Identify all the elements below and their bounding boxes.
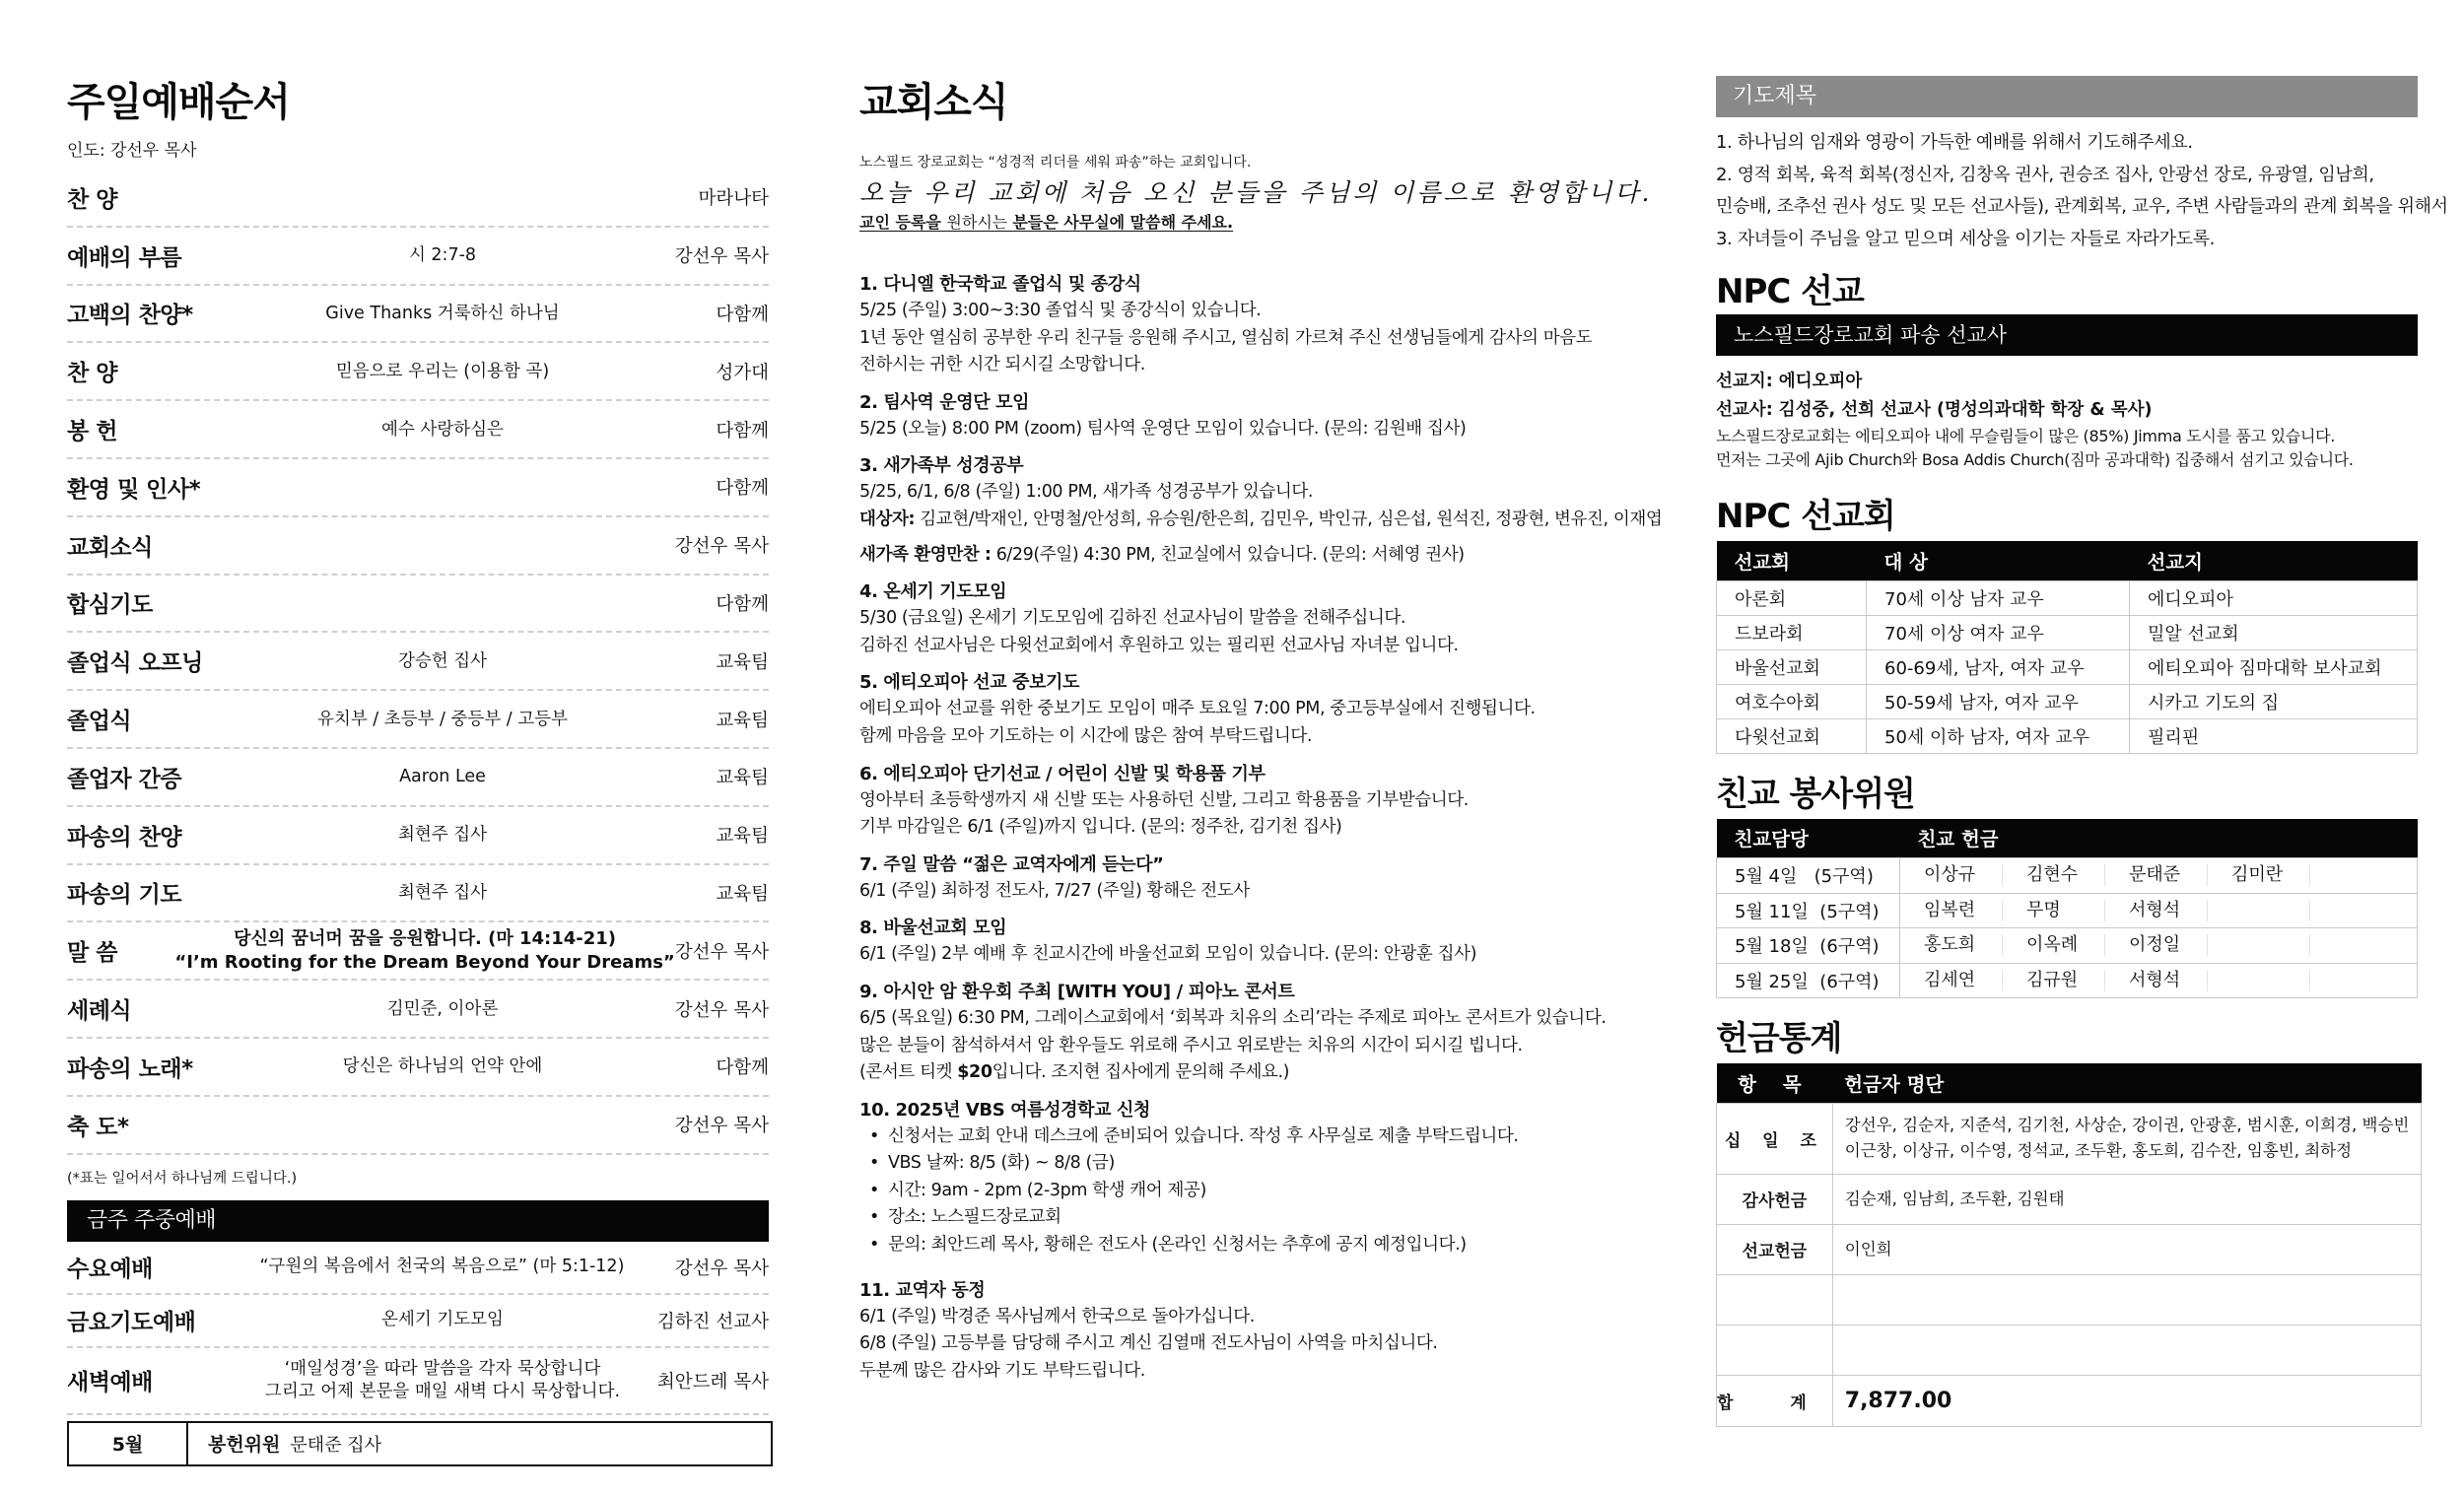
order-content: Give Thanks 거룩하신 하나님 <box>325 303 560 323</box>
mission-field: 선교지: 에디오피아 <box>1716 372 1863 391</box>
order-by: 다함께 <box>716 304 769 325</box>
offering-committee <box>188 1423 381 1464</box>
mission-groups-title: NPC 선교회 <box>1716 497 1895 536</box>
order-label: 찬 양 <box>67 186 117 213</box>
table-row <box>1717 580 2418 615</box>
col-header: 선교회 <box>1717 541 1867 580</box>
standing-footnote: (*표는 일어서서 하나님께 드립니다.) <box>67 1170 298 1187</box>
order-row <box>67 633 769 691</box>
news-item-line: 6/1 (주일) 최하정 전도사, 7/27 (주일) 황해은 전도사 <box>859 880 1250 901</box>
prayer-item: 3. 자녀들이 주님을 알고 믿으며 세상을 이기는 자들로 자라가도록. <box>1716 228 2215 249</box>
news-item-line: 1년 동안 열심히 공부한 우리 친구들 응원해 주시고, 열심히 가르쳐 주신 선생님들에게 감사의 마음도 <box>859 327 1593 348</box>
dawn-line-1: ‘매일성경’을 따라 말씀을 각자 묵상합니다 <box>284 1358 601 1379</box>
order-row <box>67 343 769 401</box>
news-item-title: 11. 교역자 동정 <box>859 1279 986 1301</box>
col-header: 대 상 <box>1867 541 2130 580</box>
cell: 다윗선교회 <box>1717 718 1867 753</box>
offering-item <box>1717 1325 1833 1375</box>
news-item <box>859 979 1668 1087</box>
cell: 70세 이상 여자 교우 <box>1867 615 2130 649</box>
name <box>2208 970 2310 991</box>
col-header: 선교지 <box>2130 541 2418 580</box>
weekday-label: 수요예배 <box>67 1257 153 1283</box>
order-by: 마라나타 <box>698 188 769 210</box>
cell: 여호수아회 <box>1717 684 1867 718</box>
ticket-text: 입니다. 조지현 집사에게 문의해 주세요.) <box>992 1062 1290 1083</box>
name: 임복련 <box>1900 900 2003 921</box>
right-column <box>1716 76 2448 1427</box>
order-by: 다함께 <box>716 593 769 615</box>
weekday-content <box>264 1358 621 1403</box>
order-by: 다함께 <box>716 1057 769 1079</box>
order-by: 강선우 목사 <box>674 1116 769 1137</box>
col-header: 친교 헌금 <box>1900 819 2418 858</box>
order-label: 말 씀 <box>67 940 117 967</box>
table-row <box>1717 649 2418 684</box>
news-item-line: 많은 분들이 참석하셔서 암 환우들도 위로해 주시고 위로받는 치유의 시간이 되시길 빕니다. <box>859 1035 1523 1055</box>
sermon-title-english: “I’m Rooting for the Dream Beyond Your Dreams” <box>174 951 675 973</box>
order-label: 파송의 기도 <box>67 882 182 909</box>
order-row <box>67 517 769 576</box>
order-by: 교육팀 <box>716 826 769 848</box>
news-item-title: 8. 바울선교회 모임 <box>859 918 1007 939</box>
offering-names <box>1832 1103 2422 1174</box>
news-item-line: 영아부터 초등학생까지 새 신발 또는 사용하던 신발, 그리고 학용품을 기부받습니다. <box>859 789 1469 810</box>
registration-notice <box>859 212 1668 234</box>
weekday-row <box>67 1295 769 1348</box>
order-content: 유치부 / 초등부 / 중등부 / 고등부 <box>317 709 568 729</box>
worship-title: 주일예배순서 <box>67 80 290 125</box>
order-by: 교육팀 <box>716 710 769 731</box>
offering-names <box>1832 1274 2422 1325</box>
mission-title: NPC 선교 <box>1716 272 1864 311</box>
order-label: 세례식 <box>67 998 132 1025</box>
sermon-title-korean: 당신의 꿈너머 꿈을 응원합니다. (마 14:14-21) <box>234 927 617 949</box>
welcome-dinner-label: 새가족 환영만찬 : <box>859 544 992 565</box>
cell: 드보라회 <box>1717 615 1867 649</box>
order-by: 교육팀 <box>716 883 769 905</box>
news-item-target <box>859 507 1668 534</box>
fellowship-names <box>1900 928 2418 964</box>
cell: 아론회 <box>1717 580 1867 615</box>
order-content: 믿음으로 우리는 (이용함 곡) <box>335 361 550 381</box>
fellowship-title: 친교 봉사위원 <box>1716 774 1915 814</box>
news-item-line: 6/5 (목요일) 6:30 PM, 그레이스교회에서 ‘회복과 치유의 소리’라는 주제로 피아노 콘서트가 있습니다. <box>859 1007 1607 1028</box>
news-item <box>859 915 1668 969</box>
names-line: 강선우, 김순자, 지준석, 김기천, 사상순, 강이권, 안광훈, 범시훈, 이희경, 백승빈 <box>1844 1116 2410 1134</box>
fellowship-date: 5월 11일 (5구역) <box>1717 893 1900 928</box>
order-row-sermon <box>67 922 769 981</box>
order-label: 졸업식 <box>67 709 132 735</box>
offering-item: 감사헌금 <box>1717 1174 1833 1224</box>
fellowship-names <box>1900 858 2418 894</box>
registration-notice-part: 원하시는 <box>946 213 1013 232</box>
news-item-line: 6/1 (주일) 2부 예배 후 친교시간에 바울선교회 모임이 있습니다. (문의: 안광훈 집사) <box>859 944 1477 965</box>
names-line: 이근창, 이상규, 이수영, 정석교, 조두환, 홍도희, 김수잔, 임홍빈, 최하정 <box>1844 1141 2353 1160</box>
registration-notice-part: 분들은 사무실에 말씀해 주세요. <box>1012 213 1234 232</box>
order-content: 시 2:7-8 <box>408 245 477 266</box>
news-item-line: 함께 마음을 모아 기도하는 이 시간에 많은 참여 부탁드립니다. <box>859 725 1313 746</box>
sermon-title <box>174 927 674 975</box>
name: 서형석 <box>2105 900 2208 921</box>
order-label: 봉 헌 <box>67 419 117 445</box>
news-item-title: 1. 다니엘 한국학교 졸업식 및 종강식 <box>859 274 1141 295</box>
worship-order-list <box>67 170 769 1155</box>
weekday-content: 온세기 기도모임 <box>381 1310 504 1330</box>
name: 김세연 <box>1900 970 2003 991</box>
target-names: 김교현/박재인, 안명철/안성희, 유승원/한은희, 김민우, 박인규, 심은섭, 원석진, 정광현, 변유진, 이재엽 <box>915 509 1663 529</box>
order-label: 교회소식 <box>67 534 153 561</box>
news-item <box>859 669 1668 750</box>
order-label: 축 도* <box>67 1114 129 1140</box>
offering-item: 선교헌금 <box>1717 1224 1833 1274</box>
news-list <box>859 271 1668 1385</box>
news-bullet: • 시간: 9am - 2pm (2-3pm 학생 캐어 제공) <box>859 1178 1668 1205</box>
offering-names <box>1832 1325 2422 1375</box>
col-header: 헌금자 명단 <box>1832 1063 2422 1103</box>
order-by: 다함께 <box>716 478 769 500</box>
offering-month: 5월 <box>69 1423 188 1464</box>
news-bullet: • 문의: 최안드레 목사, 황해은 전도사 (온라인 신청서는 추후에 공지 예정입니다.) <box>859 1232 1668 1259</box>
news-item-title: 10. 2025년 VBS 여름성경학교 신청 <box>859 1099 1150 1121</box>
table-row <box>1717 928 2418 964</box>
weekday-services-header: 금주 주중예배 <box>67 1200 769 1242</box>
order-content: 최현주 집사 <box>397 882 488 903</box>
weekday-by: 강선우 목사 <box>674 1258 769 1279</box>
church-news-column <box>859 77 1668 1394</box>
news-item-line: 6/1 (주일) 박경준 목사님께서 한국으로 돌아가십니다. <box>859 1306 1255 1326</box>
order-label: 졸업자 간증 <box>67 766 182 792</box>
news-item-title: 6. 에티오피아 단기선교 / 어린이 신발 및 학용품 기부 <box>859 763 1266 784</box>
registration-notice-part: 교인 등록을 <box>859 213 947 232</box>
total-row <box>1717 1375 2422 1426</box>
table-row <box>1717 684 2418 718</box>
order-row <box>67 228 769 286</box>
table-row <box>1717 1224 2422 1274</box>
table-row <box>1717 963 2418 998</box>
order-by: 강선우 목사 <box>674 536 769 558</box>
name: 문태준 <box>2105 864 2208 886</box>
news-item-title: 5. 에티오피아 선교 중보기도 <box>859 672 1080 694</box>
order-row <box>67 170 769 228</box>
weekday-services-list <box>67 1242 769 1415</box>
news-item-title: 9. 아시안 암 환우회 주최 [WITH YOU] / 피아노 콘서트 <box>859 981 1295 1002</box>
order-by: 다함께 <box>716 420 769 442</box>
order-label: 찬 양 <box>67 361 117 387</box>
order-label: 환영 및 인사* <box>67 476 201 503</box>
table-row <box>1717 1325 2422 1375</box>
prayer-header: 기도제목 <box>1716 76 2418 117</box>
welcome-dinner-text: 6/29(주일) 4:30 PM, 친교실에서 있습니다. (문의: 서혜영 권사) <box>991 544 1465 565</box>
news-item-line: 5/25 (주일) 3:00~3:30 졸업식 및 종강식이 있습니다. <box>859 301 1262 320</box>
order-row <box>67 807 769 865</box>
name: 서형석 <box>2105 970 2208 991</box>
order-row <box>67 865 769 923</box>
offering-stats-table <box>1716 1063 2422 1427</box>
cell: 밀알 선교회 <box>2130 615 2418 649</box>
ticket-text: (콘서트 티켓 <box>859 1062 958 1083</box>
missionary-names: 선교사: 김성중, 선희 선교사 (명성의과대학 학장 & 목사) <box>1716 400 2153 420</box>
name: 김현수 <box>2003 864 2105 886</box>
order-content: 당신은 하나님의 언약 안에 <box>342 1056 543 1077</box>
order-by: 성가대 <box>716 362 769 383</box>
name: 이옥례 <box>2003 934 2105 956</box>
order-label: 고백의 찬양* <box>67 303 193 329</box>
cell: 시카고 기도의 집 <box>2130 684 2418 718</box>
cell: 필리핀 <box>2130 718 2418 753</box>
news-item-line: 5/25, 6/1, 6/8 (주일) 1:00 PM, 새가족 성경공부가 있습니다. <box>859 482 1314 503</box>
order-content: 최현주 집사 <box>397 825 488 846</box>
order-by: 강선우 목사 <box>674 246 769 268</box>
col-header: 친교담당 <box>1717 819 1900 858</box>
name: 김미란 <box>2208 864 2310 886</box>
missionary-band: 노스필드장로교회 파송 선교사 <box>1716 314 2418 356</box>
table-row <box>1717 858 2418 894</box>
name: 김규원 <box>2003 970 2105 991</box>
col-header: 항 목 <box>1717 1063 1833 1103</box>
prayer-item: 민승배, 조추선 권사 성도 및 모든 선교사들), 관계회복, 교우, 주변 사람들과의 관계 회복을 위해서 <box>1716 196 2448 217</box>
prayer-item: 2. 영적 회복, 육적 회복(정신자, 김창옥 권사, 권승조 집사, 안광선 장로, 유광열, 임남희, <box>1716 164 2374 185</box>
news-item <box>859 851 1668 906</box>
order-row <box>67 401 769 459</box>
prayer-list <box>1716 127 2448 255</box>
mission-info <box>1716 368 2418 472</box>
news-item <box>859 1097 1668 1259</box>
offering-names: 김순재, 임남희, 조두환, 김원태 <box>1832 1174 2422 1224</box>
order-label: 합심기도 <box>67 592 153 619</box>
news-item-title: 4. 온세기 기도모임 <box>859 581 1007 603</box>
order-row <box>67 1097 769 1155</box>
order-content: Aaron Lee <box>399 767 486 787</box>
table-row <box>1717 718 2418 753</box>
news-item-title: 3. 새가족부 성경공부 <box>859 455 1024 477</box>
news-item-line: 6/8 (주일) 고등부를 담당해 주시고 계신 김열매 전도사님이 사역을 마치십니다. <box>859 1333 1438 1354</box>
weekday-by: 김하진 선교사 <box>656 1311 769 1332</box>
news-item-welcome-dinner <box>859 542 1668 570</box>
news-item-line: 김하진 선교사님은 다윗선교회에서 후원하고 있는 필리핀 선교사님 자녀분 입니다. <box>859 635 1459 655</box>
news-item-line: 기부 마감일은 6/1 (주일)까지 입니다. (문의: 정주찬, 김기천 집사) <box>859 817 1342 838</box>
offering-stats-title: 헌금통계 <box>1716 1019 1842 1058</box>
news-item-title: 7. 주일 말씀 “젊은 교역자에게 듣는다” <box>859 853 1164 875</box>
prayer-item: 1. 하나님의 임재와 영광이 가득한 예배를 위해서 기도해주세요. <box>1716 132 2193 153</box>
weekday-content: “구원의 복음에서 천국의 복음으로” (마 5:1-12) <box>259 1257 625 1277</box>
order-by: 교육팀 <box>716 651 769 673</box>
order-by: 강선우 목사 <box>674 999 769 1021</box>
cell: 50세 이하 남자, 여자 교우 <box>1867 718 2130 753</box>
mission-desc: 노스필드장로교회는 에티오피아 내에 무슬림들이 많은 (85%) Jimma 도시를 품고 있습니다. <box>1716 427 2336 445</box>
fellowship-date: 5월 25일 (6구역) <box>1717 963 1900 998</box>
order-by: 강선우 목사 <box>674 941 769 963</box>
target-label: 대상자: <box>859 509 916 529</box>
name: 이상규 <box>1900 864 2003 886</box>
order-row <box>67 981 769 1039</box>
order-row <box>67 286 769 344</box>
news-item-line: 5/25 (오늘) 8:00 PM (zoom) 팀사역 운영단 모임이 있습니다. (문의: 김원배 집사) <box>859 418 1467 439</box>
order-content: 김민준, 이아론 <box>386 998 499 1019</box>
cell: 에티오피아 짐마대학 보사교회 <box>2130 649 2418 684</box>
name: 이정일 <box>2105 934 2208 956</box>
name <box>2208 900 2310 921</box>
fellowship-date: 5월 18일 (6구역) <box>1717 928 1900 964</box>
order-row <box>67 749 769 807</box>
offering-names: 이인희 <box>1832 1224 2422 1274</box>
news-item <box>859 1277 1668 1386</box>
table-row <box>1717 893 2418 928</box>
fellowship-names <box>1900 893 2418 928</box>
order-label: 예배의 부름 <box>67 244 182 271</box>
table-row <box>1717 1103 2422 1174</box>
worship-leader: 인도: 강선우 목사 <box>67 141 197 161</box>
fellowship-date: 5월 4일 (5구역) <box>1717 858 1900 894</box>
welcome-handwriting: 오늘 우리 교회에 처음 오신 분들을 주님의 이름으로 환영합니다. <box>859 178 1653 207</box>
mission-groups-table <box>1716 541 2418 754</box>
fellowship-table <box>1716 819 2418 999</box>
cell: 70세 이상 남자 교우 <box>1867 580 2130 615</box>
offering-item <box>1717 1274 1833 1325</box>
mission-desc: 먼저는 그곳에 Ajib Church와 Bosa Addis Church(짐마 공과대학) 집중해서 섬기고 있습니다. <box>1716 450 2354 469</box>
cell: 50-59세 남자, 여자 교우 <box>1867 684 2130 718</box>
news-title: 교회소식 <box>859 80 1008 125</box>
table-row <box>1717 1174 2422 1224</box>
total-amount: 7,877.00 <box>1832 1375 2422 1426</box>
name: 홍도희 <box>1900 934 2003 956</box>
offering-committee-box <box>67 1421 773 1466</box>
order-row <box>67 576 769 634</box>
order-content: 강승헌 집사 <box>397 650 488 671</box>
news-item <box>859 761 1668 842</box>
news-item-line: 에티오피아 선교를 위한 중보기도 모임이 매주 토요일 7:00 PM, 중고등부실에서 진행됩니다. <box>859 699 1536 719</box>
church-motto: 노스필드 장로교회는 “성경적 리더를 세워 파송”하는 교회입니다. <box>859 155 1252 170</box>
order-label: 졸업식 오프닝 <box>67 650 203 677</box>
news-item <box>859 271 1668 379</box>
order-label: 파송의 노래* <box>67 1055 193 1082</box>
news-item-line: 두분께 많은 감사와 기도 부탁드립니다. <box>859 1360 1145 1381</box>
fellowship-names <box>1900 963 2418 998</box>
total-label: 합 계 <box>1717 1375 1833 1426</box>
table-row <box>1717 1274 2422 1325</box>
dawn-line-2: 그리고 어제 본문을 매일 새벽 다시 묵상합니다. <box>264 1381 621 1401</box>
cell: 바울선교회 <box>1717 649 1867 684</box>
name <box>2208 934 2310 956</box>
order-row <box>67 459 769 517</box>
weekday-label: 새벽예배 <box>67 1370 153 1396</box>
news-item-line: 전하시는 귀한 시간 되시길 소망합니다. <box>859 355 1145 375</box>
name: 무명 <box>2003 900 2105 921</box>
order-row <box>67 1039 769 1097</box>
order-by: 교육팀 <box>716 768 769 789</box>
cell: 60-69세, 남자, 여자 교우 <box>1867 649 2130 684</box>
news-item-title: 2. 팀사역 운영단 모임 <box>859 391 1030 413</box>
news-bullet: • 장소: 노스필드장로교회 <box>859 1204 1668 1232</box>
order-content: 예수 사랑하심은 <box>381 419 504 440</box>
weekday-by: 최안드레 목사 <box>656 1371 769 1393</box>
offering-item: 십 일 조 <box>1717 1103 1833 1174</box>
concert-ticket-line <box>859 1059 1668 1087</box>
worship-order-column <box>67 77 769 1466</box>
news-item-line: 5/30 (금요일) 온세기 기도모임에 김하진 선교사님이 말씀을 전해주십니다. <box>859 608 1405 629</box>
news-item <box>859 578 1668 659</box>
news-item <box>859 452 1668 569</box>
ticket-price: $20 <box>957 1062 992 1083</box>
news-bullet: • VBS 날짜: 8/5 (화) ~ 8/8 (금) <box>859 1150 1668 1178</box>
weekday-row <box>67 1348 769 1415</box>
table-row <box>1717 615 2418 649</box>
order-row <box>67 691 769 749</box>
weekday-label: 금요기도예배 <box>67 1310 196 1336</box>
offering-member: 문태준 집사 <box>290 1434 382 1456</box>
news-bullet: • 신청서는 교회 안내 데스크에 준비되어 있습니다. 작성 후 사무실로 제출 부탁드립니다. <box>859 1123 1668 1151</box>
cell: 에디오피아 <box>2130 580 2418 615</box>
offering-role: 봉헌위원 <box>208 1434 281 1457</box>
order-label: 파송의 찬양 <box>67 824 182 850</box>
weekday-row <box>67 1242 769 1295</box>
news-item <box>859 389 1668 443</box>
